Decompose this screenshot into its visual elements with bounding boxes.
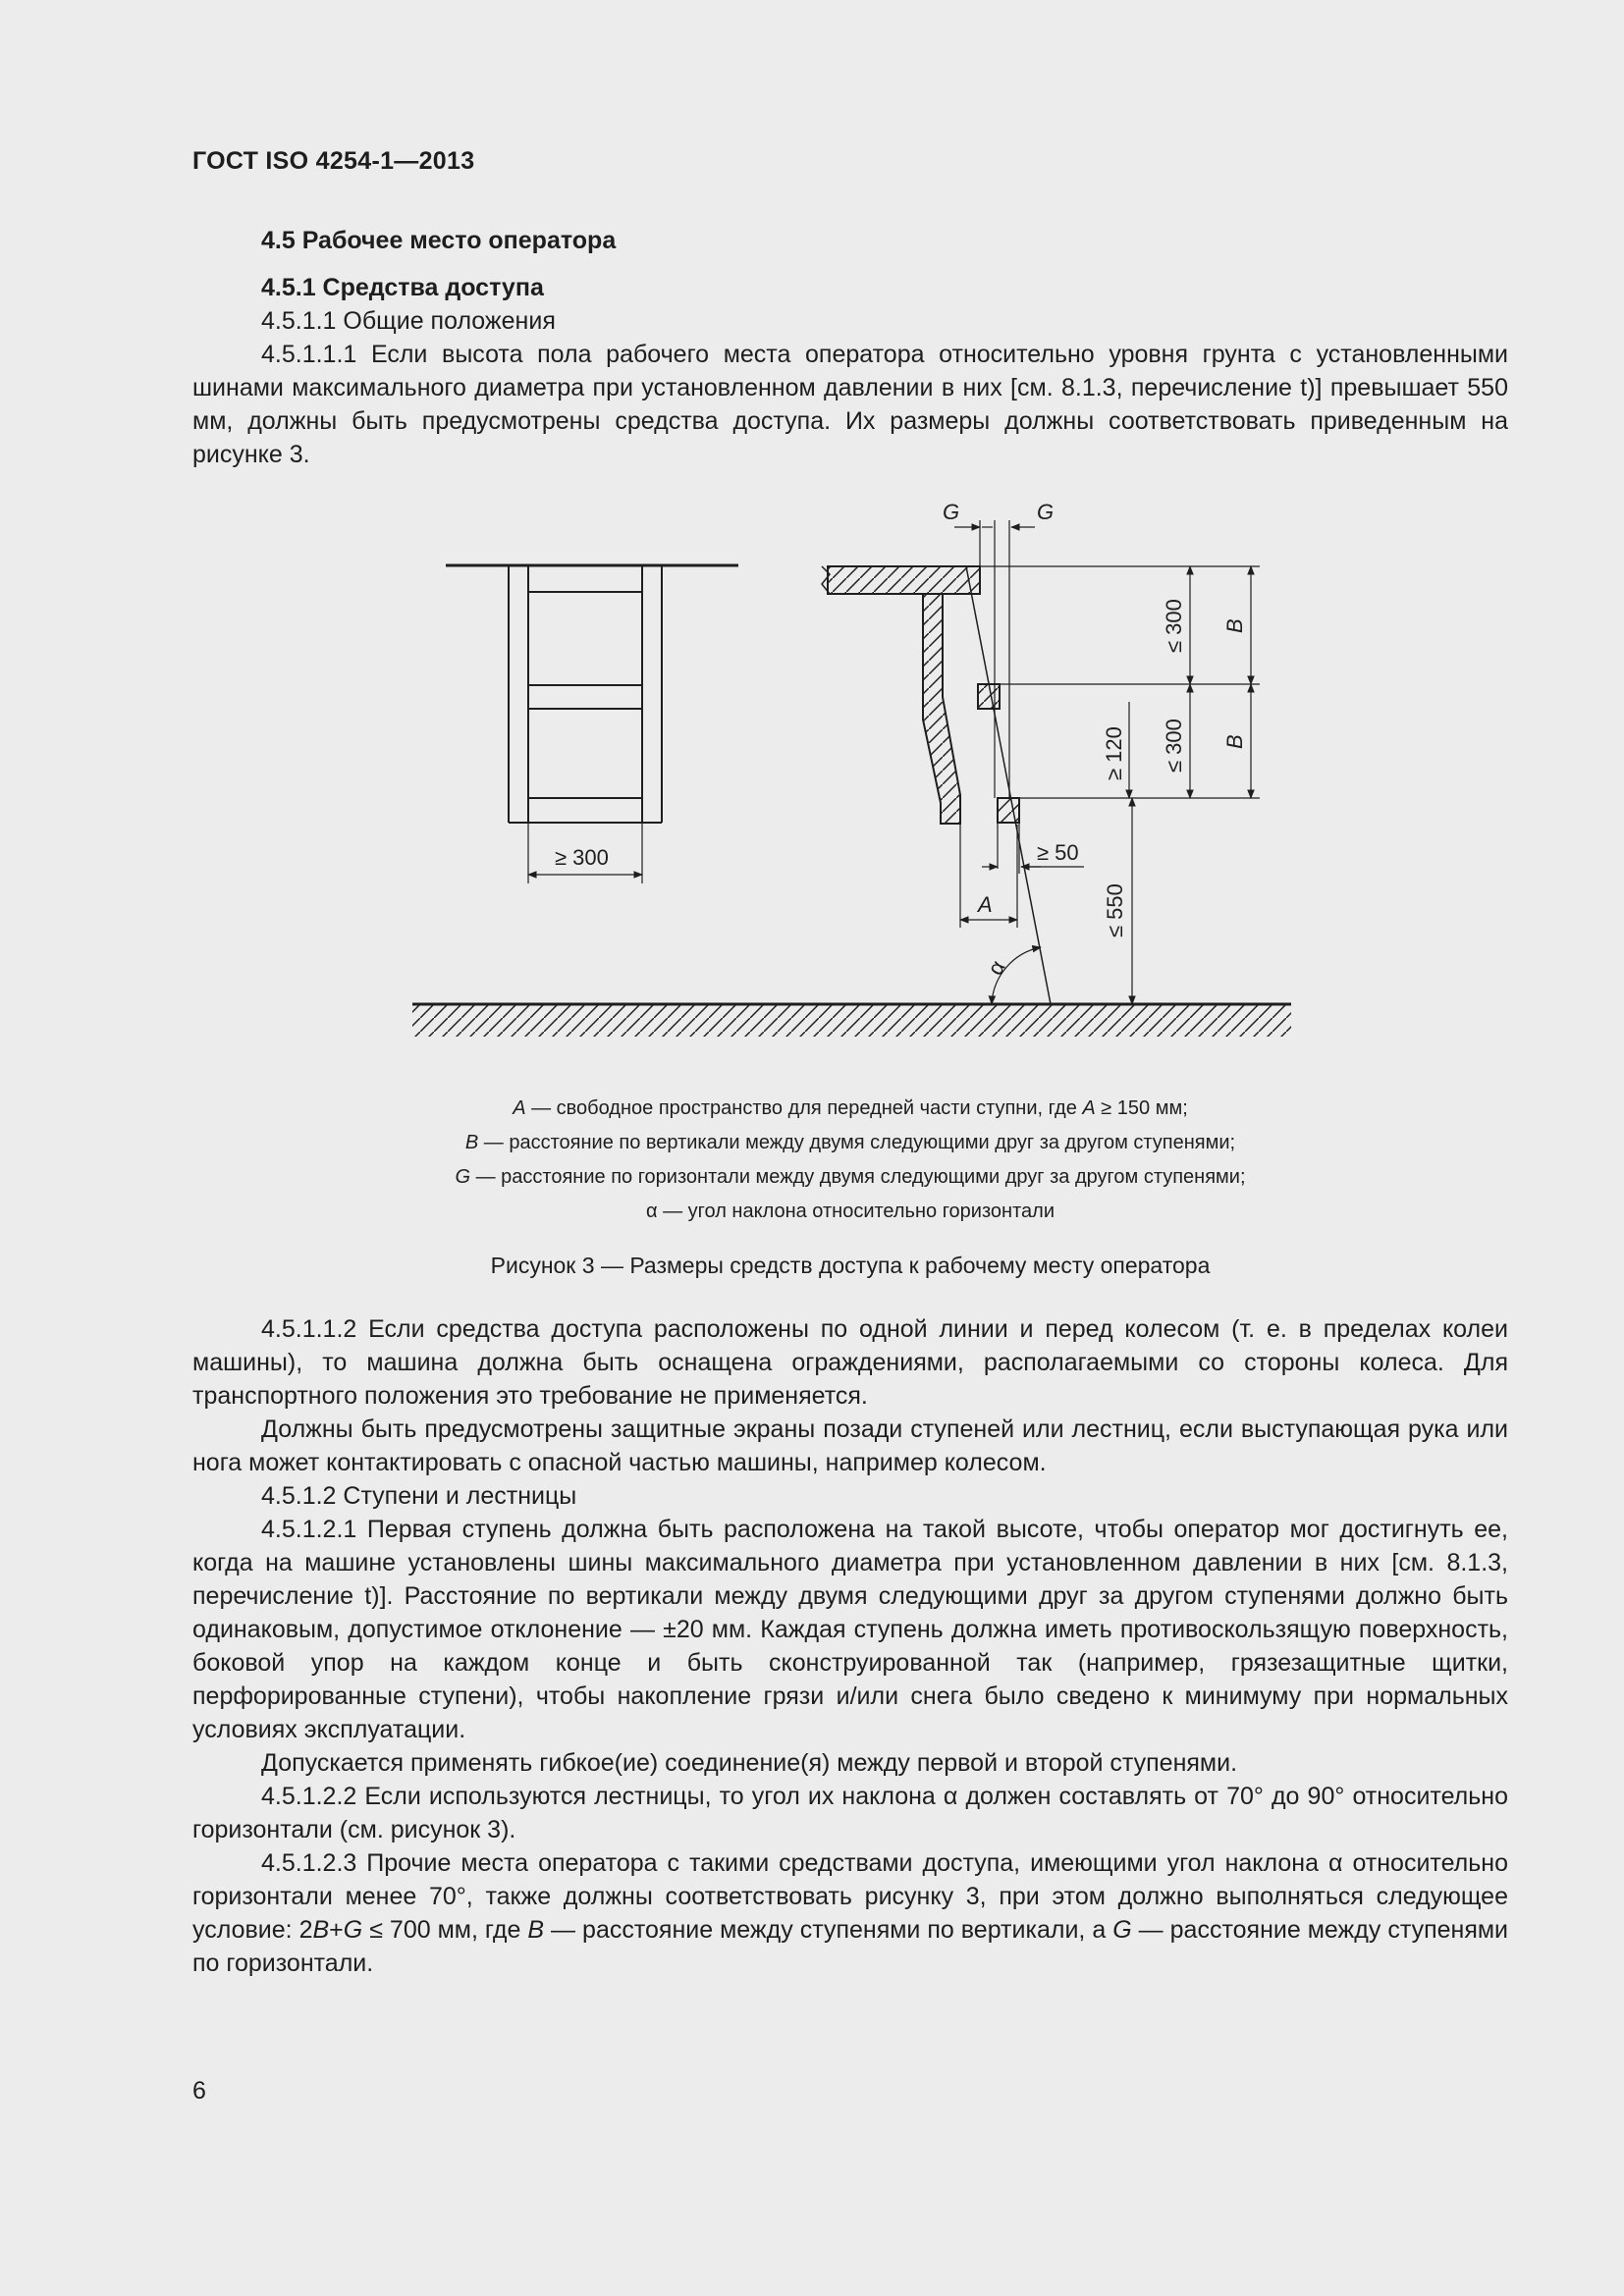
subsubsection-heading: 4.5.1.1 Общие положения <box>261 307 556 335</box>
body-text <box>192 1312 1508 1980</box>
platform-shape <box>822 566 980 594</box>
paragraph: 4.5.1.2.1 Первая ступень должна быть расположена на такой высоте, чтобы оператор мог достигнуть ее, когда на машине установлены шины максимального диаметра при установленном давлении в них [см. 8.1.3, перечисление t)]. Расстояние по вертикали между двумя следующими друг за другом ступенями должно быть одинаковым, допустимое отклонение — ±20 мм. Каждая ступень должна иметь противоскользящую поверхность, боковой упор на каждом конце и быть сконструированной так (например, грязезащитные щитки, перфорированные ступени), чтобы накопление грязи и/или снега было сведено к минимуму при нормальных условиях эксплуатации. <box>192 1516 1508 1743</box>
dim-le300-top: ≤ 300 <box>1162 599 1186 653</box>
ladder-shape <box>446 565 738 883</box>
ground-shape <box>412 1004 1291 1037</box>
dim-le550: ≤ 550 <box>1103 883 1127 937</box>
section-heading: 4.5 Рабочее место оператора <box>261 227 617 254</box>
legend-item: B — расстояние по вертикали между двумя следующими друг за другом ступенями; <box>464 1132 1236 1153</box>
dim-g-right: G <box>1037 500 1055 524</box>
dim-le300-bottom: ≤ 300 <box>1162 719 1186 773</box>
paragraph: Допускается применять гибкое(ие) соединение(я) между первой и второй ступенями. <box>261 1749 1238 1777</box>
step-lower <box>998 798 1019 823</box>
access-means-drawing <box>393 496 1316 1085</box>
figure-legend <box>192 1092 1508 1229</box>
dim-ge120: ≥ 120 <box>1102 726 1126 780</box>
side-plate-shape <box>923 594 960 824</box>
page-number: 6 <box>192 2077 206 2105</box>
paragraph: 4.5.1.2.3 Прочие места оператора с такими средствами доступа, имеющими угол наклона α относительно горизонтали менее 70°, также должны соответствовать рисунку 3, при этом должно выполняться следующее условие: 2B+G ≤ 700 мм, где B — расстояние между ступенями по вертикали, а G — расстояние между ступенями по горизонтали. <box>192 1849 1509 1977</box>
dim-ge50: ≥ 50 <box>1037 840 1079 865</box>
paragraph: 4.5.1.1.2 Если средства доступа расположены по одной линии и перед колесом (т. е. в пределах колеи машины), то машина должна быть оснащена ограждениями, располагаемыми со стороны колеса. Для транспортного положения это требование не применяется. <box>192 1315 1508 1410</box>
paragraph: Должны быть предусмотрены защитные экраны позади ступеней или лестниц, если выступающая рука или нога может контактировать с опасной частью машины, например колесом. <box>192 1415 1508 1476</box>
legend-item: α — угол наклона относительно горизонтали <box>645 1201 1055 1222</box>
paragraph-heading: 4.5.1.2 Ступени и лестницы <box>261 1482 577 1510</box>
dim-alpha: α <box>982 955 1010 980</box>
section-intro <box>192 224 1508 471</box>
figure-caption: Рисунок 3 — Размеры средств доступа к рабочему месту оператора <box>490 1253 1211 1278</box>
dim-b-bottom: B <box>1222 734 1247 749</box>
dim-a: A <box>978 892 993 917</box>
legend-item: G — расстояние по горизонтали между двумя следующими друг за другом ступенями; <box>455 1166 1246 1188</box>
legend-item: A — свободное пространство для передней части ступни, где A ≥ 150 мм; <box>513 1097 1188 1119</box>
step-upper <box>978 684 1000 709</box>
dim-b-top: B <box>1222 618 1247 633</box>
paragraph: 4.5.1.2.2 Если используются лестницы, то угол их наклона α должен составлять от 70° до 90° относительно горизонтали (см. рисунок 3). <box>192 1783 1508 1843</box>
document-header: ГОСТ ISO 4254-1—2013 <box>192 147 475 175</box>
dim-g-left: G <box>943 500 960 524</box>
subsection-heading: 4.5.1 Средства доступа <box>261 274 544 301</box>
paragraph: 4.5.1.1.1 Если высота пола рабочего места оператора относительно уровня грунта с установленными шинами максимального диаметра при установленном давлении в них [см. 8.1.3, перечисление t)] превышает 550 мм, должны быть предусмотрены средства доступа. Их размеры должны соответствовать приведенным на рисунке 3. <box>192 341 1508 468</box>
dim-width-300: ≥ 300 <box>555 845 609 870</box>
